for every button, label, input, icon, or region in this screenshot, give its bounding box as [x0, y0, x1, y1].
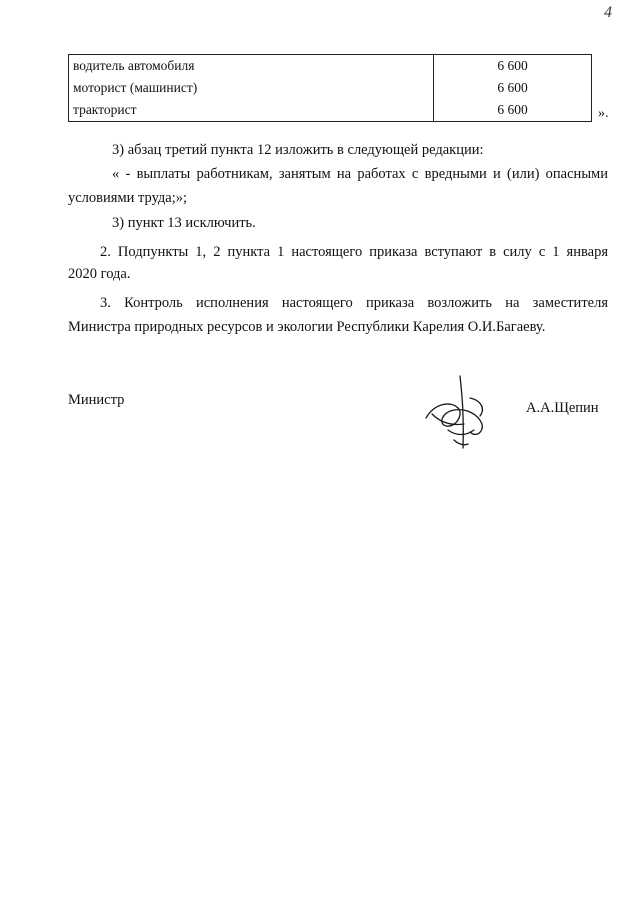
paragraph-clause2-line1: 2. Подпункты 1, 2 пункта 1 настоящего приказа вступают в силу с 1 января [100, 244, 608, 260]
paragraph-clause2-line2: 2020 года. [68, 266, 131, 282]
table-cell-position: тракторист [69, 99, 434, 122]
pay-table [68, 54, 592, 122]
paragraph-p13: 3) пункт 13 исключить. [112, 215, 256, 231]
table-cell-amount: 6 600 [434, 99, 592, 122]
table-row [69, 55, 592, 78]
table-cell-position: водитель автомобиля [69, 55, 434, 78]
signatory-name: А.А.Щепин [526, 400, 599, 416]
table-cell-position: моторист (машинист) [69, 77, 434, 99]
paragraph-p12-text-line2: условиями труда;»; [68, 190, 188, 206]
paragraph-p12-text-line1: « - выплаты работникам, занятым на работах с вредными и (или) опасными [112, 166, 608, 182]
table-row [69, 99, 592, 122]
signatory-title: Министр [68, 392, 125, 408]
paragraph-clause3-line2: Министра природных ресурсов и экологии Республики Карелия О.И.Багаеву. [68, 319, 546, 335]
handwritten-signature-icon [420, 374, 496, 452]
table-row [69, 77, 592, 99]
paragraph-clause3-line1: 3. Контроль исполнения настоящего приказа возложить на заместителя [100, 295, 608, 311]
table-cell-amount: 6 600 [434, 77, 592, 99]
page-number: 4 [604, 4, 612, 21]
paragraph-p12-intro: 3) абзац третий пункта 12 изложить в следующей редакции: [112, 142, 484, 158]
table-closing-quote: ». [598, 106, 609, 121]
table-cell-amount: 6 600 [434, 55, 592, 78]
